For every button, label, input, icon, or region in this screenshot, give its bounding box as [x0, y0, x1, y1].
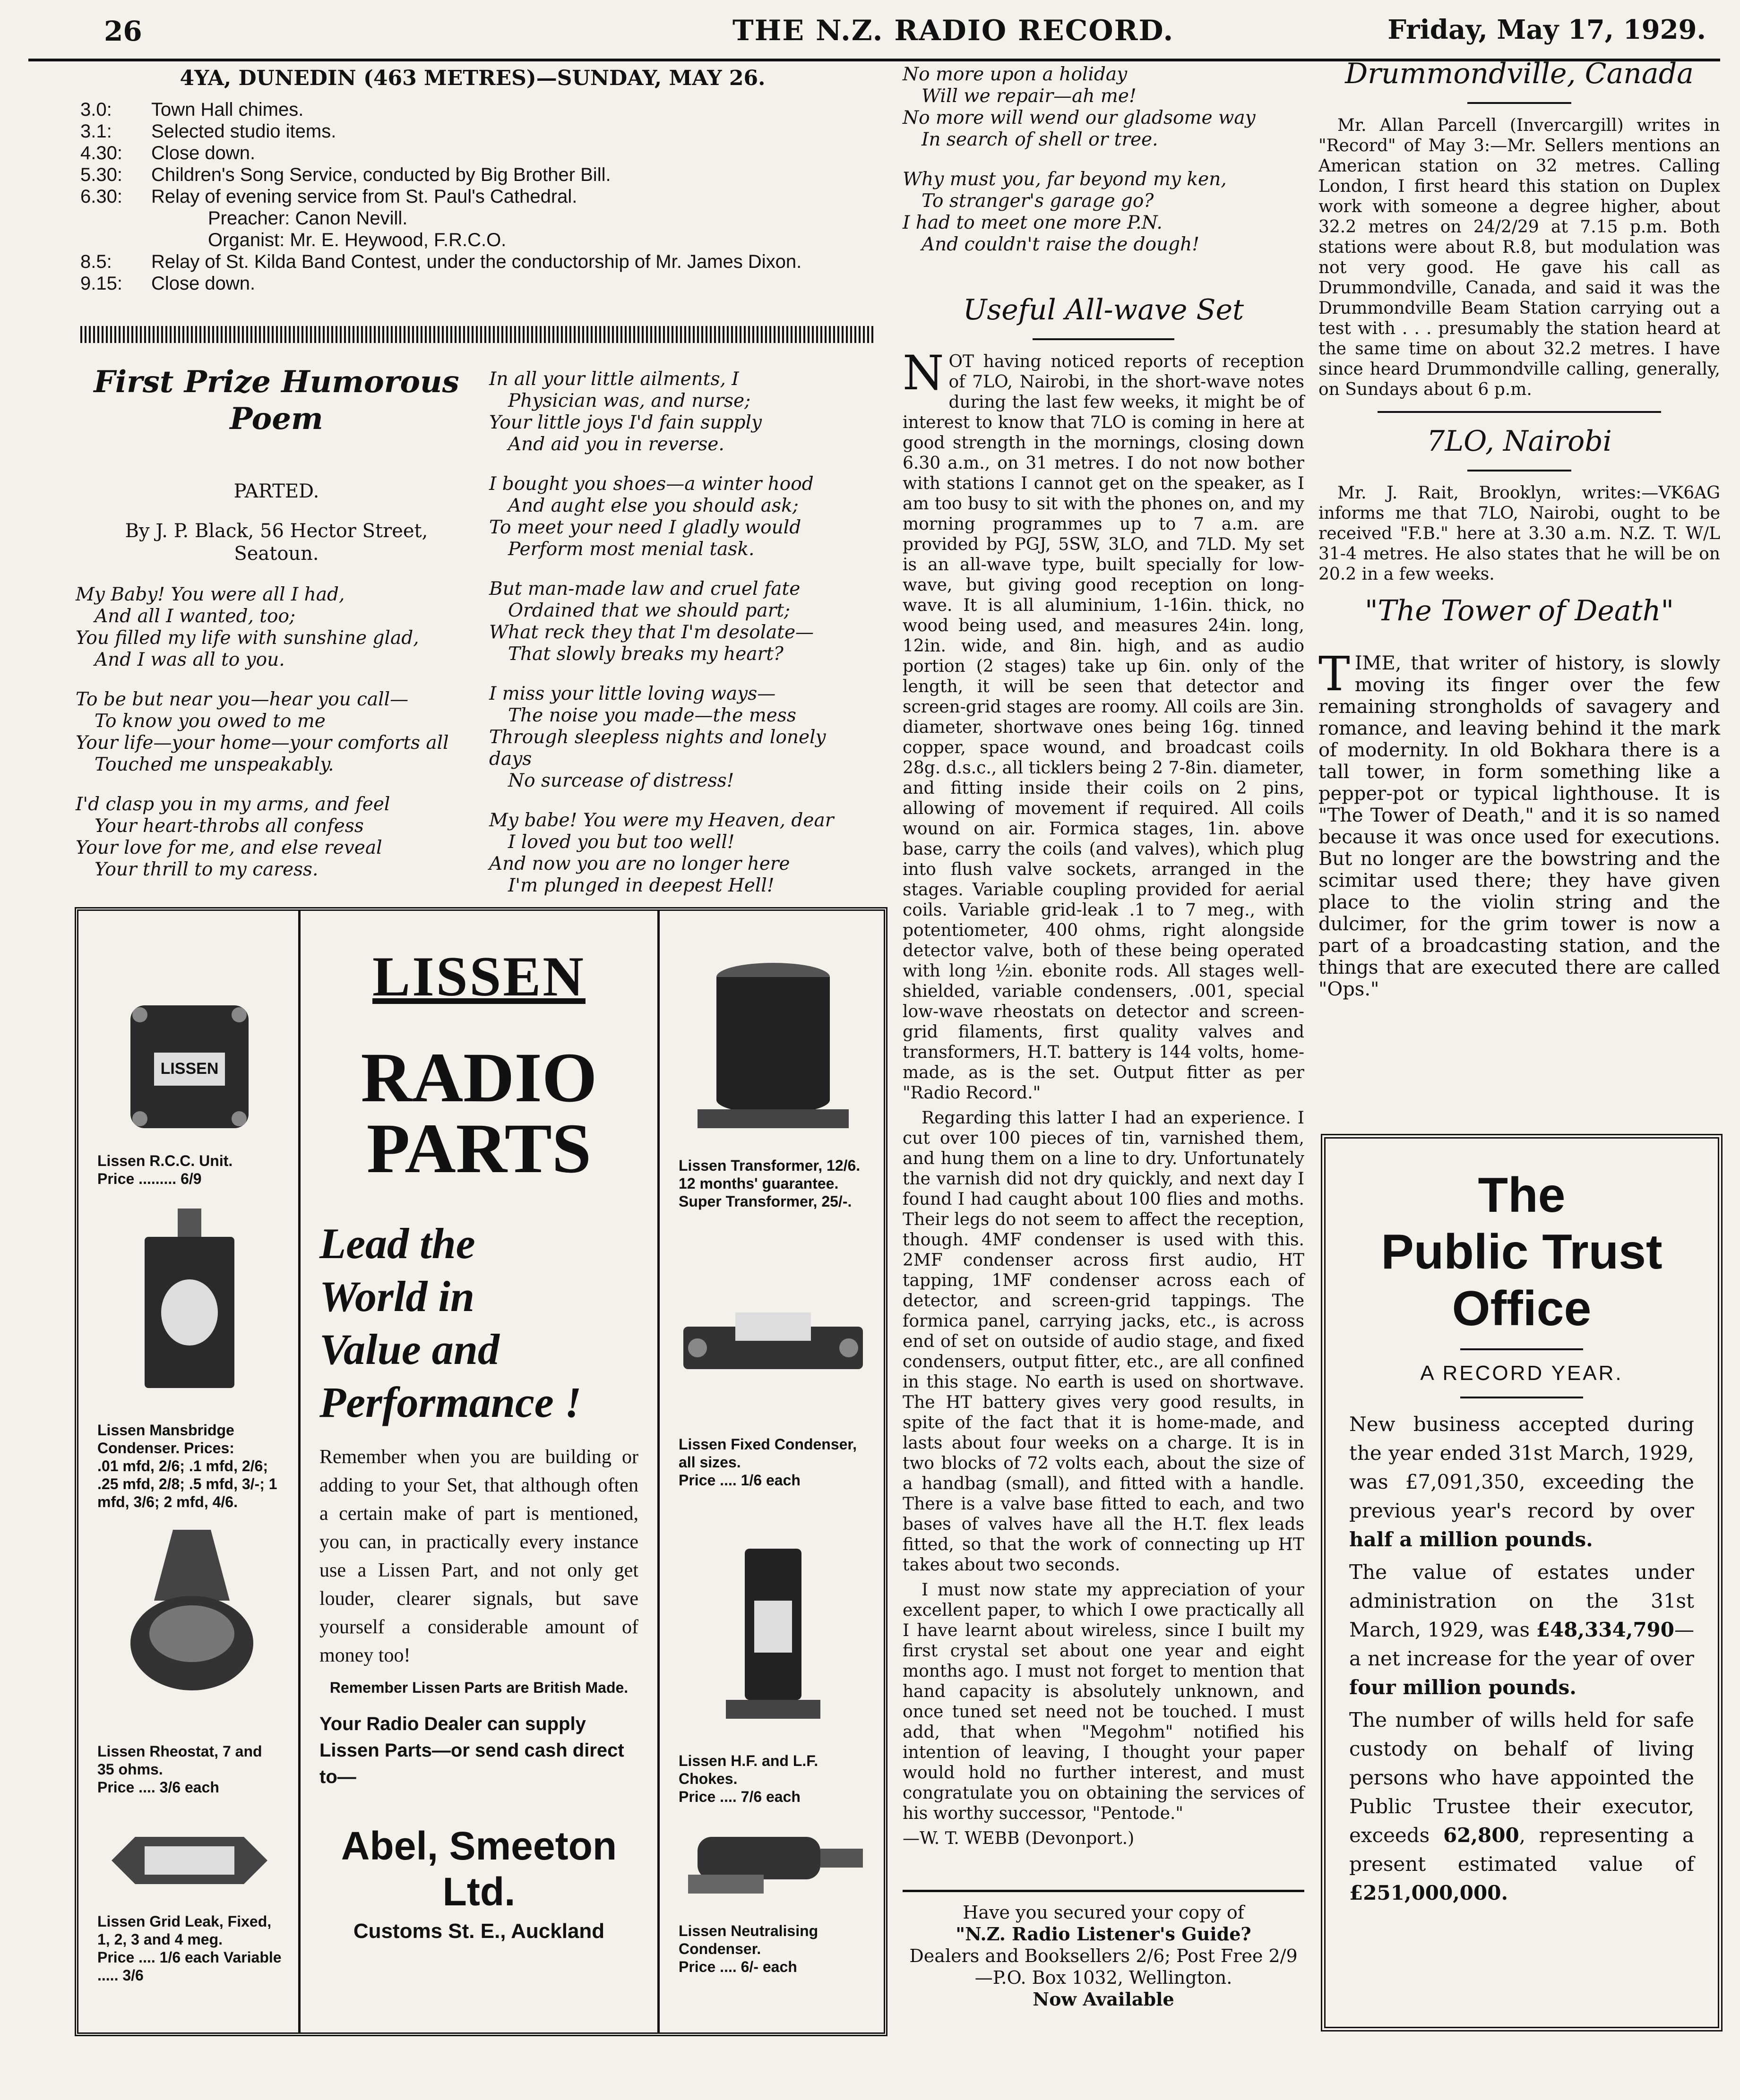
poem-line: To stranger's garage go?	[922, 190, 1154, 212]
ad-company-name: Abel, Smeeton Ltd.	[341, 1824, 617, 1914]
drummondville-body: Mr. Allan Parcell (Invercargill) writes in "Record" of May 3:—Mr. Sellers mentions an American station on 32 metres. Calling London, I first heard this station on Duplex work with someone a degree higher, about 32.2 metres on 24/2/29 at 7.15 p.m. Both stations were about R.8, but modulation was not very good. He gave his call as Drummondville, Canada, and said it was the Drummondville Beam Station carrying out a test with . . . presumably the station heard at the same time on about 32.2 metres. I have since heard Drummondville calling, generally, on Sundays about 6 p.m.	[1318, 116, 1720, 399]
poem-name: PARTED.	[233, 480, 319, 502]
schedule-row	[80, 229, 865, 251]
section-rule	[1378, 411, 1661, 413]
ad-headline-parts: PARTS	[366, 1109, 592, 1188]
poem-line: Will we repair—ah me!	[922, 86, 1137, 107]
public-trust-advertisement	[1321, 1134, 1723, 2031]
rcc-unit-label: LISSEN	[160, 1060, 219, 1078]
pto-subtitle: A RECORD YEAR.	[1420, 1362, 1623, 1385]
poem-line: Your life—your home—your comforts all	[76, 732, 449, 754]
poem-line: But man-made law and cruel fate	[489, 578, 801, 600]
poem-stanza	[489, 810, 867, 897]
allwave-signature: —W. T. WEBB (Devonport.)	[903, 1829, 1135, 1848]
poem-line: Through sleepless nights and lonely days	[489, 727, 826, 770]
pto-p3a: The number of wills held for safe custody on behalf of living persons who have appointed the Public Trustee their executor, exceeds	[1349, 1708, 1694, 1847]
pto-p3c: , representing a present estimated value of	[1349, 1824, 1694, 1876]
pto-p3b: 62,800	[1443, 1824, 1519, 1847]
poem-stanza	[489, 683, 867, 792]
poem-line: And now you are no longer here	[489, 853, 790, 874]
poem-line: What reck they that I'm desolate—	[489, 622, 814, 643]
poem-title-line1: First Prize Humorous	[94, 364, 459, 400]
poem-line: Physician was, and nurse;	[508, 390, 751, 411]
schedule-row	[80, 120, 865, 142]
schedule-row	[80, 251, 865, 273]
page-number: 26	[104, 15, 142, 47]
poem-line: Your heart-throbs all confess	[95, 815, 364, 837]
ad-product-price: Price .... 6/- each	[679, 1958, 797, 1975]
ad-product-price: Price .... 1/6 each	[679, 1472, 801, 1489]
schedule-row	[80, 99, 865, 120]
heading-rule	[1467, 470, 1571, 471]
pto-the: The	[1478, 1168, 1566, 1223]
schedule-row	[80, 142, 865, 164]
ad-product-name: Lissen H.F. and L.F. Chokes.	[679, 1752, 818, 1787]
transformer-image	[698, 958, 849, 1147]
schedule-rows	[80, 99, 865, 294]
heading-rule	[1467, 102, 1571, 104]
ad-product-price: Price .... 7/6 each	[679, 1788, 801, 1805]
schedule-time: 5.30:	[80, 164, 122, 185]
poem-line: Touched me unspeakably.	[95, 754, 334, 775]
poem-stanza	[903, 64, 1281, 151]
pto-rule	[1460, 1397, 1583, 1398]
broadcast-schedule	[80, 66, 865, 294]
allwave-para-3: I must now state my appreciation of your excellent paper, to which I owe practically all I have learnt about wireless, since I built my first crystal set about one year and eight months ago. I must not forget to mention that hand capacity is absolutely unknown, and once tuned set need not be touched. I must add, that when "Megohm" notified his intention of leaving, I thought your paper would hold no further interest, and must congratulate you on obtaining the services of his worthy successor, "Pentode."	[903, 1580, 1304, 1823]
poem-stanza	[76, 584, 477, 671]
guide-line-3: Dealers and Booksellers 2/6; Post Free 2/9—P.O. Box 1032, Wellington.	[909, 1946, 1298, 1988]
poem-line: Your love for me, and else reveal	[76, 837, 382, 858]
poem-line: You filled my life with sunshine glad,	[76, 627, 419, 649]
poem-byline: By J. P. Black, 56 Hector Street,	[125, 520, 428, 542]
poem-line: No surcease of distress!	[508, 770, 734, 791]
schedule-time	[80, 229, 151, 251]
poem-line: And couldn't raise the dough!	[922, 234, 1199, 255]
poem-line: I'd clasp you in my arms, and feel	[76, 794, 390, 815]
allwave-para-2: Regarding this latter I had an experience. I cut over 100 pieces of tin, varnished them, and hung them on a line to dry. Unfortunately the varnish did not dry quickly, and next day I found I had caught about 100 flies and moths. Their legs do not seem to affect the reception, though. 4MF condenser is used with this. 2MF condenser across first audio, HT tapping, 1MF condenser across each of detector, and screen-grid tappings. The formica panel, carrying jacks, etc., is across end of set on outside of audio stage, and fixed condensers, output fitter, etc., are all confined in this stage. No earth is used on shortwave. The HT battery gives very good results, in spite of the fact that it is home-made, and lasts about four weeks on a charge. It is in two blocks of 72 volts each, about the size of a handbag (small), and fitted with a handle. There is a valve base fitted to each, and two bases of valves have all the H.T. flex leads fitted, so that the work of connecting up HT takes about two seconds.	[903, 1108, 1304, 1575]
schedule-time: 3.1:	[80, 121, 112, 142]
poem-stanza	[76, 794, 477, 881]
poem-line: My Baby! You were all I had,	[76, 584, 345, 605]
publication-title: THE N.Z. RADIO RECORD.	[732, 14, 1174, 47]
hf-choke-image	[726, 1544, 820, 1723]
ad-right-column	[660, 911, 884, 2032]
guide-line-4: Now Available	[1033, 1989, 1174, 2010]
schedule-text: Town Hall chimes.	[151, 99, 304, 120]
guide-line-2: "N.Z. Radio Listener's Guide?	[956, 1923, 1251, 1945]
poem-line: My babe! You were my Heaven, dear	[489, 810, 834, 831]
schedule-text: Close down.	[151, 143, 256, 163]
poem-line: The noise you made—the mess	[508, 705, 796, 726]
poem-line: No more upon a holiday	[903, 64, 1128, 85]
ad-dealer-text: Your Radio Dealer can supply Lissen Parts—or send cash direct to—	[319, 1714, 624, 1787]
poem-line: Your thrill to my caress.	[95, 859, 319, 880]
lissen-logo: LISSEN	[372, 945, 586, 1008]
poem-line: I bought you shoes—a winter hood	[489, 473, 814, 495]
pto-p2a: The value of estates under administration on the 31st March, 1929, was	[1349, 1560, 1694, 1641]
drummondville-heading: Drummondville, Canada	[1345, 57, 1694, 90]
poem-right-column	[489, 369, 867, 915]
pto-p1a: New business accepted during the year ended 31st March, 1929, was £7,091,350, exceeding the previous year's record by over	[1349, 1413, 1694, 1522]
ad-product-caption	[679, 1435, 863, 1489]
poem-line: And aught else you should ask;	[508, 495, 799, 516]
poem-stanzas-right	[489, 369, 867, 897]
poem-stanza	[903, 169, 1281, 256]
poem-line: I miss your little loving ways—	[489, 683, 776, 704]
listener-guide-notice	[903, 1890, 1304, 2010]
col4-articles	[1318, 57, 1720, 1005]
poem-line: I loved you but too well!	[508, 831, 735, 853]
poem-stanza	[489, 369, 867, 455]
pto-title-line1: Public Trust	[1381, 1225, 1662, 1279]
poem-title-line2: Poem	[230, 401, 323, 437]
ad-body-text: Remember when you are building or adding to your Set, that although often a certain make of part is mentioned, you can, in practically every instance use a Lissen Part, and not only get louder, clearer signals, but save yourself a considerable amount of money too!	[319, 1446, 638, 1666]
schedule-time: 3.0:	[80, 99, 112, 120]
poem-left-column	[76, 364, 477, 899]
pto-body	[1349, 1410, 1694, 1907]
schedule-heading: 4YA, DUNEDIN (463 METRES)—SUNDAY, MAY 26.	[180, 66, 766, 90]
allwave-heading: Useful All-wave Set	[963, 293, 1244, 326]
ad-tagline	[319, 1217, 638, 1429]
pto-p1b: half a million pounds.	[1349, 1528, 1593, 1551]
poem-line: No more will wend our gladsome way	[903, 107, 1256, 129]
mansbridge-condenser-image	[135, 1204, 244, 1393]
schedule-row	[80, 186, 865, 207]
lissen-advertisement	[75, 907, 887, 2036]
ad-product-price: Price ......... 6/9	[97, 1170, 202, 1187]
poem-line: That slowly breaks my heart?	[508, 643, 784, 665]
poem-line: Why must you, far beyond my ken,	[903, 169, 1227, 190]
section-divider	[80, 326, 874, 343]
ad-product-name: Lissen Fixed Condenser, all sizes.	[679, 1436, 857, 1471]
ad-british-made: Remember Lissen Parts are British Made.	[329, 1679, 629, 1696]
ad-product-price: Price .... 3/6 each	[97, 1779, 219, 1796]
schedule-text: Organist: Mr. E. Heywood, F.R.C.O.	[208, 230, 507, 250]
nairobi-heading: 7LO, Nairobi	[1427, 425, 1612, 458]
poem-line: Ordained that we should part;	[508, 600, 791, 621]
pto-p2c: —a net increase for the year of over	[1349, 1618, 1694, 1670]
ad-product-caption	[679, 1752, 863, 1806]
poem-line: And I was all to you.	[95, 649, 285, 670]
ad-tagline-line: Value and	[319, 1325, 500, 1373]
ad-product-name: Lissen Grid Leak, Fixed, 1, 2, 3 and 4 meg.	[97, 1913, 272, 1948]
schedule-text: Selected studio items.	[151, 121, 336, 142]
pto-p3d: £251,000,000.	[1349, 1881, 1508, 1904]
schedule-text: Close down.	[151, 273, 256, 294]
ad-tagline-line: Performance !	[319, 1378, 582, 1426]
neutralising-condenser-image	[679, 1809, 868, 1903]
page-header	[28, 9, 1720, 61]
ad-product-caption	[97, 1742, 282, 1796]
schedule-time	[80, 207, 151, 229]
poem-line: And aid you in reverse.	[508, 434, 724, 455]
ad-product-caption	[97, 1152, 282, 1188]
rcc-unit-image	[121, 996, 263, 1138]
schedule-row	[80, 207, 865, 229]
poem-line: To meet your need I gladly would	[489, 517, 801, 538]
schedule-text: Preacher: Canon Nevill.	[208, 208, 408, 229]
poem-stanza	[489, 578, 867, 665]
ad-tagline-line: World in	[319, 1272, 475, 1320]
poem-stanzas-col3	[903, 64, 1281, 256]
rheostat-image	[126, 1525, 258, 1705]
poem-line: I had to meet one more P.N.	[903, 212, 1163, 233]
schedule-time: 9.15:	[80, 273, 122, 294]
ad-product-name: Lissen Mansbridge Condenser. Prices:	[97, 1422, 234, 1457]
schedule-time: 6.30:	[80, 186, 122, 207]
ad-company-address: Customs St. E., Auckland	[353, 1920, 605, 1943]
ad-product-caption	[97, 1421, 282, 1511]
ad-product-name: Lissen Transformer, 12/6. 12 months' guarantee.	[679, 1157, 861, 1192]
poem-line: In search of shell or tree.	[922, 129, 1158, 150]
poem-line: Perform most menial task.	[508, 539, 755, 560]
ad-product-price: Super Transformer, 25/-.	[679, 1193, 852, 1210]
ad-product-name: Lissen Rheostat, 7 and 35 ohms.	[97, 1743, 262, 1778]
tower-dropcap: T	[1318, 646, 1350, 702]
schedule-row	[80, 164, 865, 186]
ad-product-name: Lissen Neutralising Condenser.	[679, 1922, 818, 1957]
guide-line-1: Have you secured your copy of	[963, 1902, 1244, 1923]
pto-title-line2: Office	[1452, 1281, 1592, 1336]
heading-rule	[1033, 338, 1174, 340]
poem-line: To know you owed to me	[95, 711, 326, 732]
nairobi-body: Mr. J. Rait, Brooklyn, writes:—VK6AG informs me that 7LO, Nairobi, ought to be received "F.B." here at 3.30 a.m. N.Z. T. W/L 31-4 metres. He also states that he will be on 20.2 in a few weeks.	[1318, 483, 1720, 584]
pto-rule	[1460, 1348, 1583, 1350]
poem-line: To be but near you—hear you call—	[76, 689, 409, 710]
schedule-text: Children's Song Service, conducted by Big Brother Bill.	[151, 164, 611, 185]
poem-line: In all your little ailments, I	[489, 369, 739, 390]
poem-line: I'm plunged in deepest Hell!	[508, 875, 775, 896]
tower-body: IME, that writer of history, is slowly moving its finger over the few remaining strongholds of savagery and romance, and leaving behind it the mark of modernity. In old Bokhara there is a tall tower, in form something like a pepper-pot or typical lighthouse. It is "The Tower of Death," and it is so named because it was once used for executions. But no longer are the bowstring and the scimitar used there; they have given place to the violin string and the dulcimer, for the grim tower is now a part of a broadcasting station, and the things that are executed there are called "Ops."	[1318, 652, 1720, 1000]
allwave-dropcap: N	[903, 345, 944, 401]
grid-leak-image	[112, 1827, 267, 1894]
schedule-text: Relay of evening service from St. Paul's Cathedral.	[151, 186, 577, 207]
poem-stanza	[489, 473, 867, 560]
ad-product-price: Price .... 1/6 each Variable ..... 3/6	[97, 1949, 282, 1984]
poem-stanza	[76, 689, 477, 776]
ad-tagline-line: Lead the	[319, 1219, 475, 1268]
allwave-article	[903, 293, 1304, 1849]
ad-center-column	[301, 911, 660, 2032]
ad-product-price: .01 mfd, 2/6; .1 mfd, 2/6; .25 mfd, 2/8; .5 mfd, 3/-; 1 mfd, 3/6; 2 mfd, 4/6.	[97, 1457, 277, 1510]
ad-headline-radio: RADIO	[361, 1038, 597, 1117]
poem-continuation	[903, 64, 1281, 274]
pto-p2d: four million pounds.	[1349, 1676, 1576, 1699]
schedule-text: Relay of St. Kilda Band Contest, under the conductorship of Mr. James Dixon.	[151, 251, 802, 272]
ad-product-caption	[679, 1157, 863, 1210]
ad-product-caption	[679, 1922, 863, 1976]
poem-line: Your little joys I'd fain supply	[489, 412, 762, 433]
poem-line: And all I wanted, too;	[95, 606, 296, 627]
schedule-row	[80, 273, 865, 294]
schedule-time: 8.5:	[80, 251, 112, 272]
ad-product-name: Lissen R.C.C. Unit.	[97, 1152, 233, 1169]
fixed-condenser-image	[674, 1303, 872, 1388]
poem-byline-2: Seatoun.	[234, 543, 319, 565]
ad-product-caption	[97, 1912, 282, 1984]
ad-left-column	[78, 911, 301, 2032]
tower-heading: "The Tower of Death"	[1364, 594, 1674, 627]
allwave-para-1: OT having noticed reports of reception of 7LO, Nairobi, in the short-wave notes during the last few weeks, it might be of interest to know that 7LO is coming in here at good strength in the mornings, closing down 6.30 a.m., on 31 metres. I do not now bother with stations I cannot get on the speaker, as I am too busy to sit with the phones on, and my morning programmes up to 7 a.m. are provided by PGJ, 5SW, 3LO, and 7LD. My set is an all-wave type, built specially for low-wave, but giving good reception on long-wave. It is all aluminium, 1-16in. thick, no wood being used, and measures 24in. long, 12in. wide, and 8in. high, and as audio portion (2 stages) take up 6in. only of the length, it will be seen that detector and screen-grid stages are roomy. All coils are 3in. diameter, shortwave ones being 16g. tinned copper, space wound, and broadcast coils 28g. d.s.c., all ticklers being 2 7-8in. diameter, and fitting inside their coils on 2 pins, allowing of movement if required. All coils wound on air. Formica stages, 1in. above base, carry the coils (and valves), which plug into flush valve sockets, arranged in the stages. Variable coupling provided for aerial coils. Variable grid-leak .1 to 7 meg., with potentiometer, 400 ohms, right alongside detector valve, both of these being operated with long ½in. ebonite rods. All stages well-shielded, variable condensers, .001, special low-wave rheostats on detector and screen-grid filaments, first quality valves and transformers, H.T. battery is 144 volts, home-made, as is the set. Output fitter as per "Radio Record."	[903, 352, 1304, 1103]
poem-stanzas-left	[76, 584, 477, 881]
schedule-time: 4.30:	[80, 143, 122, 163]
issue-date: Friday, May 17, 1929.	[1387, 14, 1706, 45]
pto-p2b: £48,334,790	[1536, 1618, 1674, 1641]
